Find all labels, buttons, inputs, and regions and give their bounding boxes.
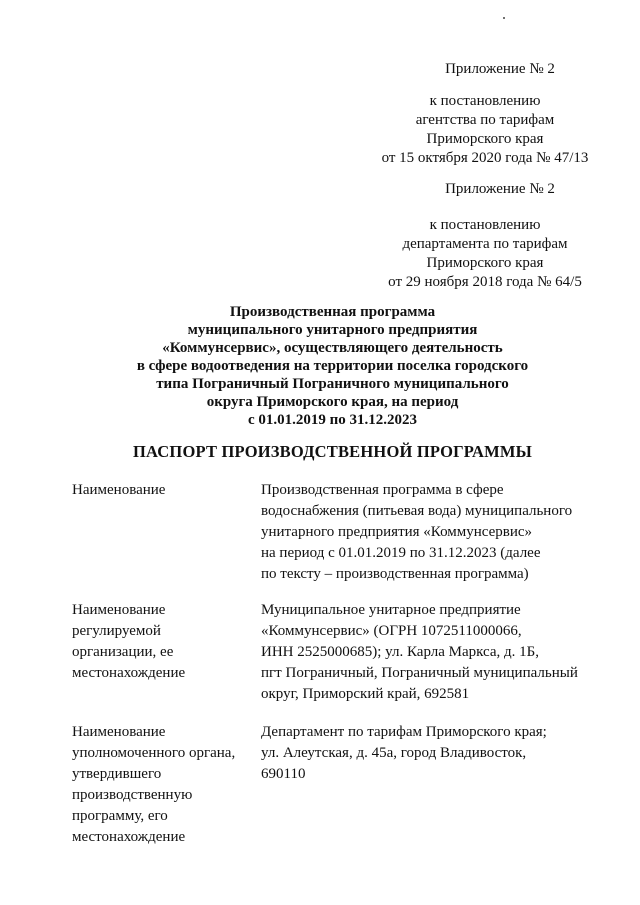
program-title-line: округа Приморского края, на период	[206, 394, 459, 410]
appendix-current-line: к постановлению	[429, 93, 541, 109]
row-value-line: округ, Приморский край, 692581	[261, 686, 470, 702]
row-value-line: на период с 01.01.2019 по 31.12.2023 (далее	[261, 545, 541, 561]
row-value-line: 690110	[261, 766, 306, 782]
program-title-line: типа Пограничный Пограничного муниципального	[156, 376, 509, 392]
row-value-line: унитарного предприятия «Коммунсервис»	[261, 524, 533, 540]
row-value-line: Производственная программа в сфере	[261, 482, 504, 498]
row-value-line: водоснабжения (питьевая вода) муниципального	[261, 503, 573, 519]
scan-speck	[503, 17, 505, 19]
appendix-original-line: департамента по тарифам	[402, 236, 568, 252]
row-label	[72, 722, 252, 848]
appendix-current-reference	[370, 92, 600, 168]
row-value-line: по тексту – производственная программа)	[261, 566, 529, 582]
row-value-line: Департамент по тарифам Приморского края;	[261, 724, 547, 740]
row-value	[261, 722, 621, 785]
row-label-line: Наименование	[72, 724, 166, 740]
appendix-original-title-text: Приложение № 2	[445, 181, 555, 197]
appendix-current-line: от 15 октября 2020 года № 47/13	[381, 150, 589, 166]
appendix-current-title	[400, 60, 600, 79]
appendix-original-title	[400, 180, 600, 199]
row-label-line: уполномоченного органа,	[72, 745, 236, 761]
row-label-line: программу, его	[72, 808, 168, 824]
row-label-line: организации, ее	[72, 644, 174, 660]
row-label-line: местонахождение	[72, 665, 186, 681]
row-value-line: Муниципальное унитарное предприятие	[261, 602, 521, 618]
program-title-line: муниципального унитарного предприятия	[187, 322, 478, 338]
program-title-line: «Коммунсервис», осуществляющего деятельность	[162, 340, 503, 356]
row-label	[72, 480, 252, 501]
row-label-line: Наименование	[72, 482, 166, 498]
row-label-line: местонахождение	[72, 829, 186, 845]
appendix-current-line: Приморского края	[426, 131, 544, 147]
appendix-current-line: агентства по тарифам	[415, 112, 555, 128]
appendix-original-line: Приморского края	[426, 255, 544, 271]
appendix-original-line: от 29 ноября 2018 года № 64/5	[388, 274, 582, 290]
appendix-current-title-text: Приложение № 2	[445, 61, 555, 77]
appendix-original-reference	[370, 216, 600, 292]
program-title-line: с 01.01.2019 по 31.12.2023	[247, 412, 418, 428]
row-label-line: Наименование	[72, 602, 166, 618]
row-label-line: регулируемой	[72, 623, 161, 639]
appendix-original-line: к постановлению	[429, 217, 541, 233]
row-value	[261, 480, 621, 585]
passport-heading: ПАСПОРТ ПРОИЗВОДСТВЕННОЙ ПРОГРАММЫ	[132, 442, 533, 461]
row-value-line: «Коммунсервис» (ОГРН 1072511000066,	[261, 623, 522, 639]
row-value-line: пгт Пограничный, Пограничный муниципальный	[261, 665, 578, 681]
row-label-line: утвердившего	[72, 766, 162, 782]
row-value-line: ул. Алеутская, д. 45а, город Владивосток,	[261, 745, 527, 761]
row-label	[72, 600, 252, 684]
program-title-line: Производственная программа	[229, 304, 436, 320]
program-title-line: в сфере водоотведения на территории поселка городского	[136, 358, 529, 374]
program-title	[60, 303, 605, 429]
row-value	[261, 600, 621, 705]
row-label-line: производственную	[72, 787, 193, 803]
row-value-line: ИНН 2525000685); ул. Карла Маркса, д. 1Б,	[261, 644, 540, 660]
